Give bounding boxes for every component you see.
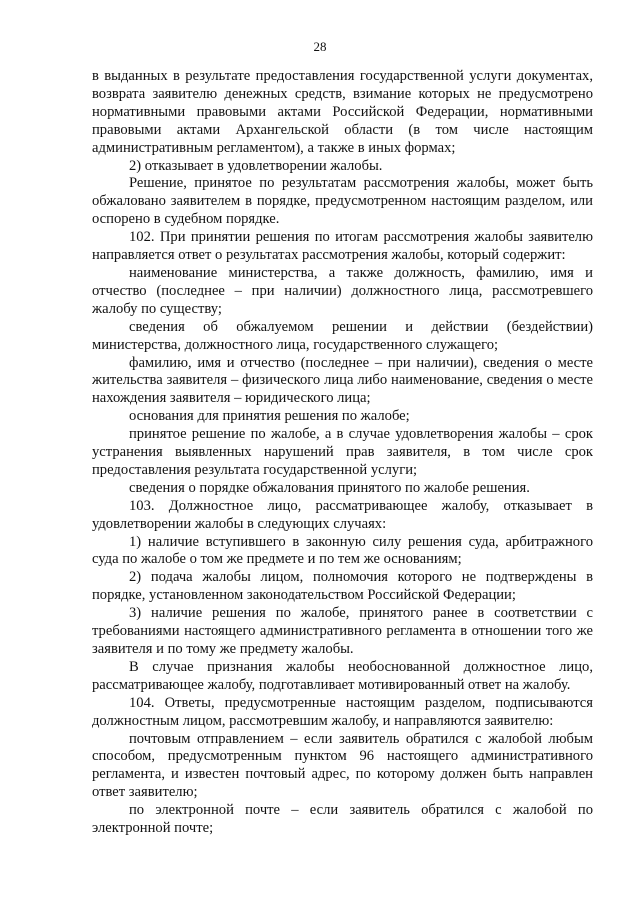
paragraph-continuation: в выданных в результате предоставления государственной услуги документах, возврата заявителю денежных средств, взимание которых не предусмотрено нормативными правовыми актами Российской Федерации, нормативными правовыми актами Архангельской области (в том числе настоящим административным регламентом), а также в иных формах;	[92, 68, 593, 156]
paragraph-appealed-decision-info: сведения об обжалуемом решении и действии (бездействии) министерства, должностного лица, государственного служащего;	[92, 318, 593, 353]
paragraph-103-item-3: 3) наличие решения по жалобе, принятого ранее в соответствии с требованиями настоящего административного регламента в отношении того же заявителя и по тому же предмету жалобы.	[92, 605, 593, 657]
paragraph-email-delivery: по электронной почте – если заявитель обратился с жалобой по электронной почте;	[92, 802, 593, 837]
paragraph-103-item-1: 1) наличие вступившего в законную силу решения суда, арбитражного суда по жалобе о том же предмете и по тем же основаниям;	[92, 533, 593, 568]
paragraph-grounds: основания для принятия решения по жалобе;	[129, 408, 410, 425]
paragraph-103: 103. Должностное лицо, рассматривающее жалобу, отказывает в удовлетворении жалобы в следующих случаях:	[92, 497, 593, 532]
paragraph-postal-delivery: почтовым отправлением – если заявитель обратился с жалобой любым способом, предусмотренным пунктом 96 настоящего административного регламента, и известен почтовый адрес, по которому должен быть направлен ответ заявителю;	[92, 730, 593, 801]
paragraph-applicant-info: фамилию, имя и отчество (последнее – при наличии), сведения о месте жительства заявителя – физического лица либо наименование, сведения о месте нахождения заявителя – юридического лица;	[92, 354, 593, 407]
document-body	[92, 68, 593, 838]
paragraph-decision-taken: принятое решение по жалобе, а в случае удовлетворения жалобы – срок устранения выявленных нарушений прав заявителя, в том числе срок предоставления результата государственной услуги;	[92, 426, 593, 478]
paragraph-unfounded-complaint: В случае признания жалобы необоснованной должностное лицо, рассматривающее жалобу, подготавливает мотивированный ответ на жалобу.	[92, 658, 593, 693]
paragraph-103-item-2: 2) подача жалобы лицом, полномочия которого не подтверждены в порядке, установленном законодательством Российской Федерации;	[92, 569, 593, 604]
paragraph-ministry-name: наименование министерства, а также должность, фамилию, имя и отчество (последнее – при наличии) должностного лица, рассмотревшего жалобу по существу;	[92, 264, 593, 317]
paragraph-102: 102. При принятии решения по итогам рассмотрения жалобы заявителю направляется ответ о результатах рассмотрения жалобы, который содержит:	[92, 229, 593, 264]
paragraph-appeal-procedure: сведения о порядке обжалования принятого по жалобе решения.	[129, 479, 530, 496]
page-number: 28	[313, 39, 327, 54]
paragraph-104: 104. Ответы, предусмотренные настоящим разделом, подписываются должностным лицом, рассмотревшим жалобу, и направляются заявителю:	[92, 694, 593, 729]
paragraph-item-2-refuse: 2) отказывает в удовлетворении жалобы.	[129, 157, 383, 174]
paragraph-appeal-decision: Решение, принятое по результатам рассмотрения жалобы, может быть обжаловано заявителем в порядке, предусмотренном настоящим разделом, или оспорено в судебном порядке.	[92, 175, 593, 228]
